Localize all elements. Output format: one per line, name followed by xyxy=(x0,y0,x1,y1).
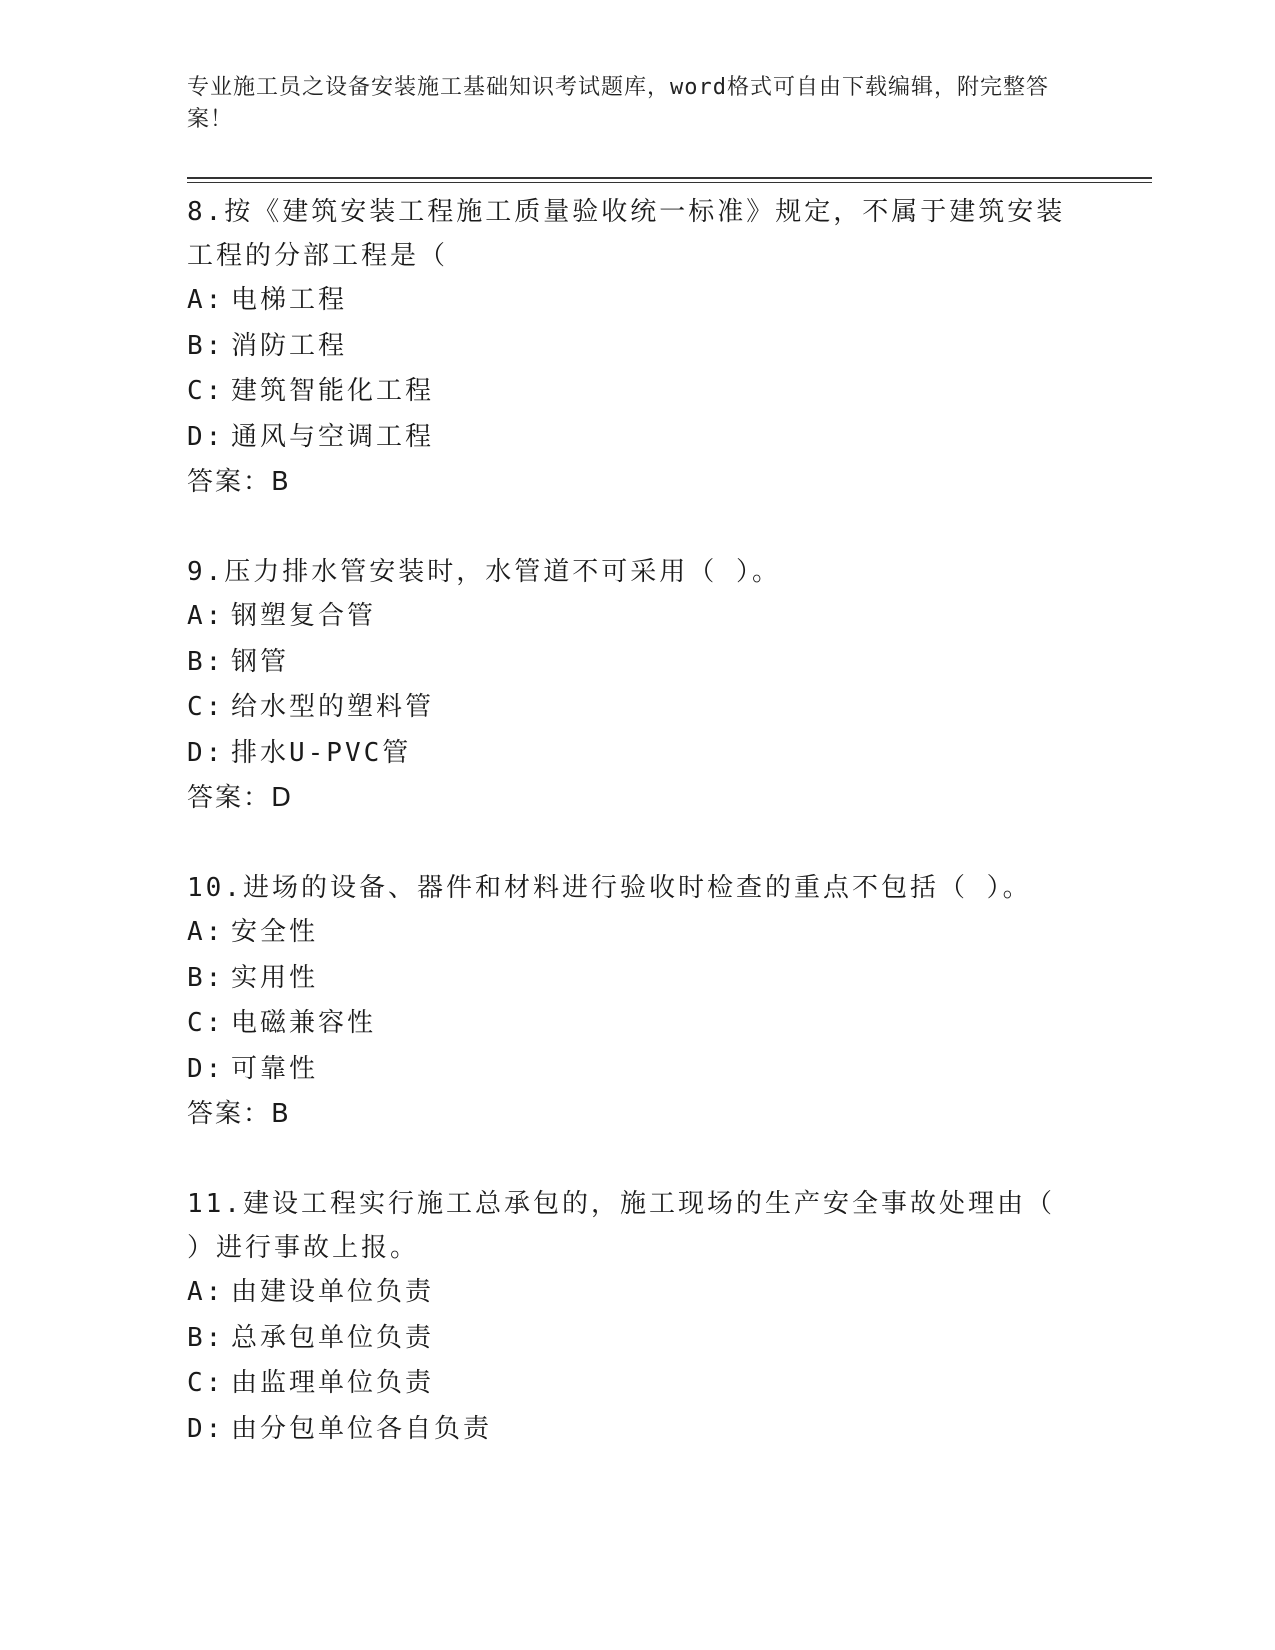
option-text: 可靠性 xyxy=(231,1053,319,1084)
option-letter: D: xyxy=(187,737,225,768)
option-letter: C: xyxy=(187,692,225,722)
option-text: 总承包单位负责 xyxy=(231,1322,435,1353)
option-b xyxy=(187,1316,1087,1362)
document-header: 专业施工员之设备安装施工基础知识考试题库，word格式可自由下载编辑，附完整答案！ xyxy=(187,75,1049,132)
option-text: 通风与空调工程 xyxy=(231,421,435,452)
option-letter: C: xyxy=(187,1008,225,1038)
question-text: 11.建设工程实行施工总承包的，施工现场的生产安全事故处理由（ ）进行事故上报。 xyxy=(187,1189,1055,1263)
option-d xyxy=(187,731,1087,777)
header-divider-thin xyxy=(187,182,1152,183)
option-letter: C: xyxy=(187,376,225,406)
option-d xyxy=(187,1407,1087,1453)
option-b xyxy=(187,640,1087,686)
question-8 xyxy=(187,190,1087,504)
option-letter: A: xyxy=(187,1277,225,1307)
option-letter: D: xyxy=(187,1413,225,1444)
option-text: 排水U-PVC管 xyxy=(231,737,412,768)
option-text: 由建设单位负责 xyxy=(231,1277,435,1307)
option-letter: B: xyxy=(187,646,225,677)
option-letter: C: xyxy=(187,1368,225,1398)
option-b xyxy=(187,956,1087,1002)
option-text: 电梯工程 xyxy=(231,285,348,315)
option-letter: A: xyxy=(187,285,225,315)
option-text: 给水型的塑料管 xyxy=(231,692,435,722)
option-c xyxy=(187,1001,1087,1047)
option-c xyxy=(187,369,1087,415)
question-10 xyxy=(187,866,1087,1136)
option-letter: B: xyxy=(187,330,225,361)
option-text: 由分包单位各自负责 xyxy=(231,1413,493,1444)
option-text: 由监理单位负责 xyxy=(231,1368,435,1398)
option-text: 消防工程 xyxy=(231,330,348,361)
option-text: 电磁兼容性 xyxy=(231,1008,377,1038)
question-text: 9.压力排水管安装时，水管道不可采用（ ）。 xyxy=(187,557,781,587)
option-letter: D: xyxy=(187,421,225,452)
option-d xyxy=(187,1047,1087,1093)
option-text: 建筑智能化工程 xyxy=(231,376,435,406)
answer-line: 答案：B xyxy=(187,1099,291,1129)
header-divider-thick xyxy=(187,177,1152,179)
option-letter: D: xyxy=(187,1053,225,1084)
option-c xyxy=(187,1361,1087,1407)
option-c xyxy=(187,685,1087,731)
question-9 xyxy=(187,550,1087,820)
option-a xyxy=(187,278,1087,324)
option-letter: B: xyxy=(187,962,225,993)
option-letter: A: xyxy=(187,917,225,947)
option-text: 安全性 xyxy=(231,917,319,947)
option-text: 钢管 xyxy=(231,646,290,677)
option-a xyxy=(187,910,1087,956)
option-a xyxy=(187,594,1087,640)
question-text: 10.进场的设备、器件和材料进行验收时检查的重点不包括（ ）。 xyxy=(187,873,1032,903)
answer-line: 答案：D xyxy=(187,783,294,813)
question-11 xyxy=(187,1182,1087,1452)
option-letter: A: xyxy=(187,601,225,631)
option-b xyxy=(187,324,1087,370)
question-list xyxy=(187,190,1087,1498)
option-text: 钢塑复合管 xyxy=(231,601,377,631)
question-text: 8.按《建筑安装工程施工质量验收统一标准》规定，不属于建筑安装工程的分部工程是（ xyxy=(187,197,1066,271)
answer-line: 答案：B xyxy=(187,467,291,497)
option-text: 实用性 xyxy=(231,962,319,993)
option-letter: B: xyxy=(187,1322,225,1353)
option-a xyxy=(187,1270,1087,1316)
option-d xyxy=(187,415,1087,461)
